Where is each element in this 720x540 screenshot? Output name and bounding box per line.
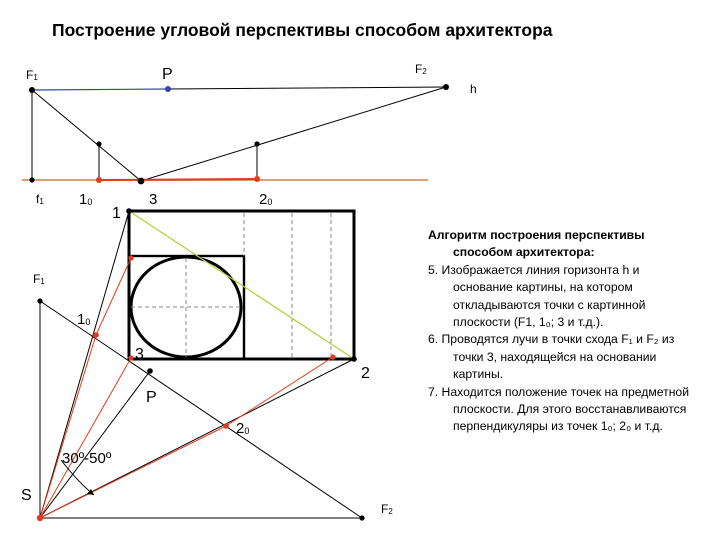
page-title: Построение угловой перспективы способом архитектора xyxy=(52,20,553,40)
algorithm-step-5: 5. Изображается линия горизонта h и основание картины, на котором откладываются точки с картинной плоскости (F1, 1₀; 3 и т.д.). xyxy=(428,262,646,330)
ray-F1-3 xyxy=(32,90,141,181)
label-2-box: 2 xyxy=(361,365,370,382)
label-F2-top: F2 xyxy=(415,62,427,76)
point-3-top xyxy=(138,178,145,185)
algorithm-text xyxy=(428,227,690,436)
red-1-0-up xyxy=(96,258,131,335)
point-3-bottom xyxy=(128,355,133,360)
horizon-line-blue xyxy=(32,89,168,90)
label-F1-top: F1 xyxy=(26,68,38,82)
frame-diagonal xyxy=(129,211,354,359)
line-S-1 xyxy=(40,211,129,518)
label-2-0-top: 20 xyxy=(259,191,273,208)
line-F1-F2 xyxy=(40,301,362,518)
point-red-right xyxy=(330,354,335,359)
point-2-box xyxy=(351,356,357,362)
point-2-0-bottom xyxy=(223,423,229,429)
point-2-top xyxy=(254,141,259,146)
label-2-0-bottom: 20 xyxy=(236,420,250,437)
algorithm-step-7: 7. Находится положение точек на предметной плоскости. Для этого восстанавливаются перпендикуляры из точек 1₀; 2₀ и т.д. xyxy=(428,384,690,434)
label-f1: f1 xyxy=(36,192,44,206)
point-P-top xyxy=(165,86,171,92)
label-S: S xyxy=(21,487,32,504)
red-S-1-0 xyxy=(40,335,96,518)
label-1-0-bottom: 10 xyxy=(77,311,91,328)
label-angle: 30º-50º xyxy=(62,450,112,467)
label-1-box: 1 xyxy=(112,205,121,222)
label-3-top: 3 xyxy=(149,191,158,208)
red-S-3 xyxy=(40,358,131,518)
label-1-0-top: 10 xyxy=(79,191,93,208)
point-f1 xyxy=(29,177,34,182)
point-F2-top xyxy=(443,84,449,90)
point-P-bottom xyxy=(147,368,153,374)
point-red-upper-left xyxy=(128,255,133,260)
label-P-bottom: P xyxy=(146,389,157,406)
point-1-0-bottom xyxy=(93,332,99,338)
ray-F2-3 xyxy=(141,87,446,181)
point-2-0-top xyxy=(254,176,260,182)
point-F1-top xyxy=(29,87,35,93)
point-F1-bottom xyxy=(37,298,42,303)
red-2-0-up xyxy=(226,357,333,426)
label-h: h xyxy=(470,82,477,96)
red-S-2-0 xyxy=(40,426,226,518)
ground-red-segment xyxy=(99,179,257,180)
point-1-box xyxy=(126,208,132,214)
line-S-P xyxy=(40,371,150,518)
label-F2-bottom: F2 xyxy=(381,502,393,516)
label-P-top: P xyxy=(162,66,173,83)
horizon-line xyxy=(168,87,446,89)
algorithm-heading: Алгоритм построения перспективы способом архитектора: xyxy=(428,228,645,260)
point-1-top xyxy=(96,141,101,146)
point-F2-bottom xyxy=(359,515,364,520)
point-S xyxy=(37,515,43,521)
label-3-bottom: 3 xyxy=(135,346,144,363)
point-1-0-top xyxy=(96,177,102,183)
algorithm-step-6: 6. Проводятся лучи в точки схода F₁ и F₂ из точки 3, находящейся на основании картины. xyxy=(428,332,675,382)
label-F1-bottom: F1 xyxy=(33,272,45,286)
